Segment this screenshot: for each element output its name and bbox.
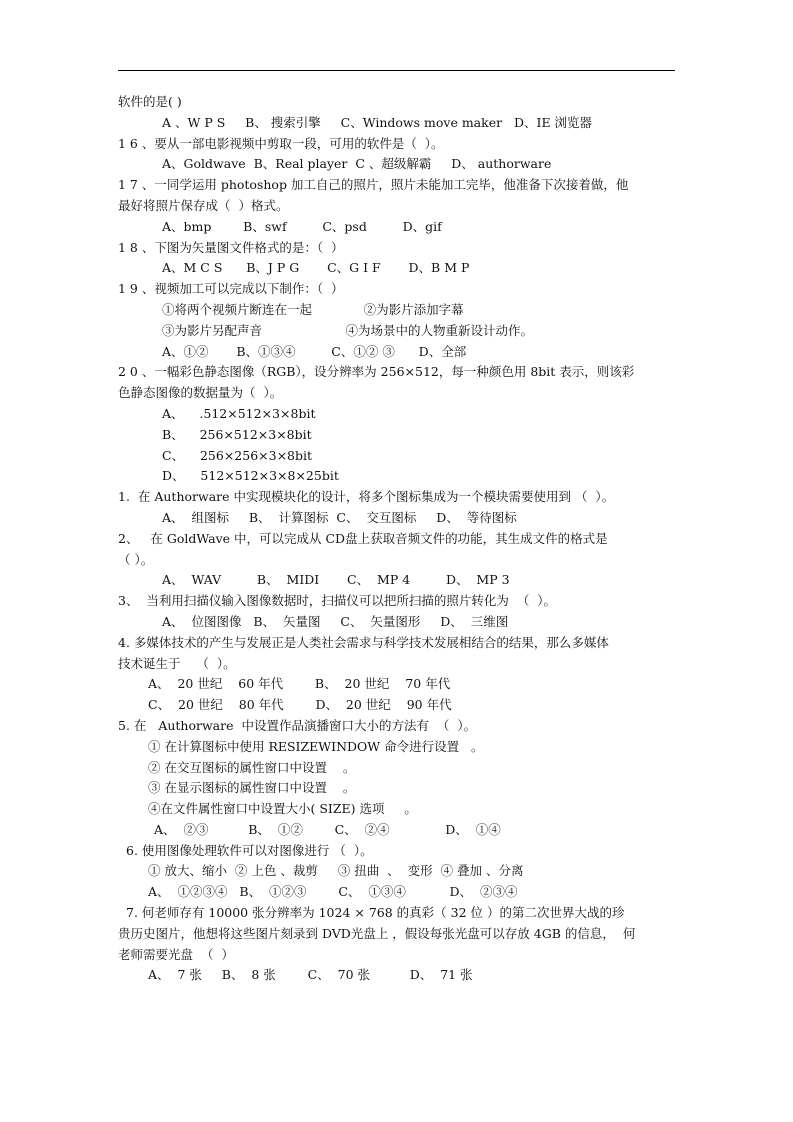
text-line: 1 7 、一同学运用 photoshop 加工自己的照片，照片未能加工完毕，他准备下次接着做，他 <box>118 177 629 193</box>
text-line: 技术诞生于 （ ）。 <box>118 655 236 671</box>
text-line: ① 放大、缩小 ② 上色 、裁剪 ③ 扭曲 、 变形 ④ 叠加 、分离 <box>148 863 524 879</box>
text-line: A、 .512×512×3×8bit <box>162 405 316 421</box>
text-line: 1 9 、视频加工可以完成以下制作：（ ） <box>118 281 344 297</box>
text-line: A、 WAV B、 MIDI C、 MP 4 D、 MP 3 <box>162 572 510 588</box>
text-line: 7. 何老师存有 10000 张分辨率为 1024 × 768 的真彩（ 32 位 ）的第二次世界大战的珍 <box>126 905 625 921</box>
text-line: 贵历史图片，他想将这些图片刻录到 DVD光盘上 ，假设每张光盘可以存放 4GB 的信息， 何 <box>118 925 636 941</box>
text-line: 软件的是( ) <box>118 94 182 109</box>
text-line: C、 256×256×3×8bit <box>162 447 313 463</box>
text-line: （ ）。 <box>118 551 154 567</box>
text-line: D、 512×512×3×8×25bit <box>162 468 339 484</box>
text-line: A、①② B、①③④ C、①② ③ D、全部 <box>162 343 467 359</box>
text-line: A、bmp B、swf C、psd D、gif <box>162 218 442 234</box>
text-line: ② 在交互图标的属性窗口中设置 。 <box>148 759 356 775</box>
text-line: 4. 多媒体技术的产生与发展正是人类社会需求与科学技术发展相结合的结果，那么多媒体 <box>118 634 609 650</box>
text-line: ③ 在显示图标的属性窗口中设置 。 <box>148 780 356 796</box>
text-line: A、 位图图像 B、 矢量图 C、 矢量图形 D、 三维图 <box>162 613 509 629</box>
text-line: 1. 在 Authorware 中实现模块化的设计，将多个图标集成为一个模块需要使用到 （ ）。 <box>118 489 615 505</box>
text-line: 老师需要光盘 （ ） <box>118 946 234 962</box>
text-line: ① 在计算图标中使用 RESIZEWINDOW 命令进行设置 。 <box>148 738 484 754</box>
text-line: ①将两个视频片断连在一起 ②为影片添加字幕 <box>162 301 464 317</box>
text-line: A、 7 张 B、 8 张 C、 70 张 D、 71 张 <box>148 967 473 983</box>
exam-question-body <box>118 92 688 986</box>
text-line: A、 ②③ B、 ①② C、 ②④ D、 ①④ <box>154 821 501 837</box>
text-line: C、 20 世纪 80 年代 D、 20 世纪 90 年代 <box>148 697 452 713</box>
text-line: A、 20 世纪 60 年代 B、 20 世纪 70 年代 <box>148 676 451 692</box>
text-line: 最好将照片保存成（ ）格式。 <box>118 197 289 213</box>
text-line: A、 ①②③④ B、 ①②③ C、 ①③④ D、 ②③④ <box>148 884 518 900</box>
text-line: B、 256×512×3×8bit <box>162 426 312 442</box>
text-line: A 、W P S B、 搜索引擎 C、Windows move maker D、IE 浏览器 <box>162 114 593 130</box>
text-line: 色静态图像的数据量为（ ）。 <box>118 385 283 401</box>
text-line: 1 6 、要从一部电影视频中剪取一段，可用的软件是（ ）。 <box>118 135 444 151</box>
header-rule <box>118 70 675 71</box>
text-line: 1 8 、下图为矢量图文件格式的是：（ ） <box>118 239 344 255</box>
text-line: ④在文件属性窗口中设置大小( SIZE) 选项 。 <box>148 801 417 817</box>
text-line: 5. 在 Authorware 中设置作品演播窗口大小的方法有 （ ）。 <box>118 717 477 733</box>
text-line: 6. 使用图像处理软件可以对图像进行 （ ）。 <box>126 842 373 858</box>
text-line: A、Goldwave B、Real player C 、超级解霸 D、 authorware <box>162 156 552 172</box>
text-line: ③为影片另配声音 ④为场景中的人物重新设计动作。 <box>162 322 533 338</box>
text-line: A、 组图标 B、 计算图标 C、 交互图标 D、 等待图标 <box>162 509 517 525</box>
text-line: 2 0 、一幅彩色静态图像（RGB），设分辨率为 256×512，每一种颜色用 8bit 表示，则该彩 <box>118 364 635 380</box>
text-line: 2、 在 GoldWave 中，可以完成从 CD盘上获取音频文件的功能，其生成文件的格式是 <box>118 530 608 546</box>
text-line: 3、 当利用扫描仪输入图像数据时，扫描仪可以把所扫描的照片转化为 （ ）。 <box>118 593 557 609</box>
text-line: A、M C S B、J P G C、G I F D、B M P <box>162 260 470 276</box>
